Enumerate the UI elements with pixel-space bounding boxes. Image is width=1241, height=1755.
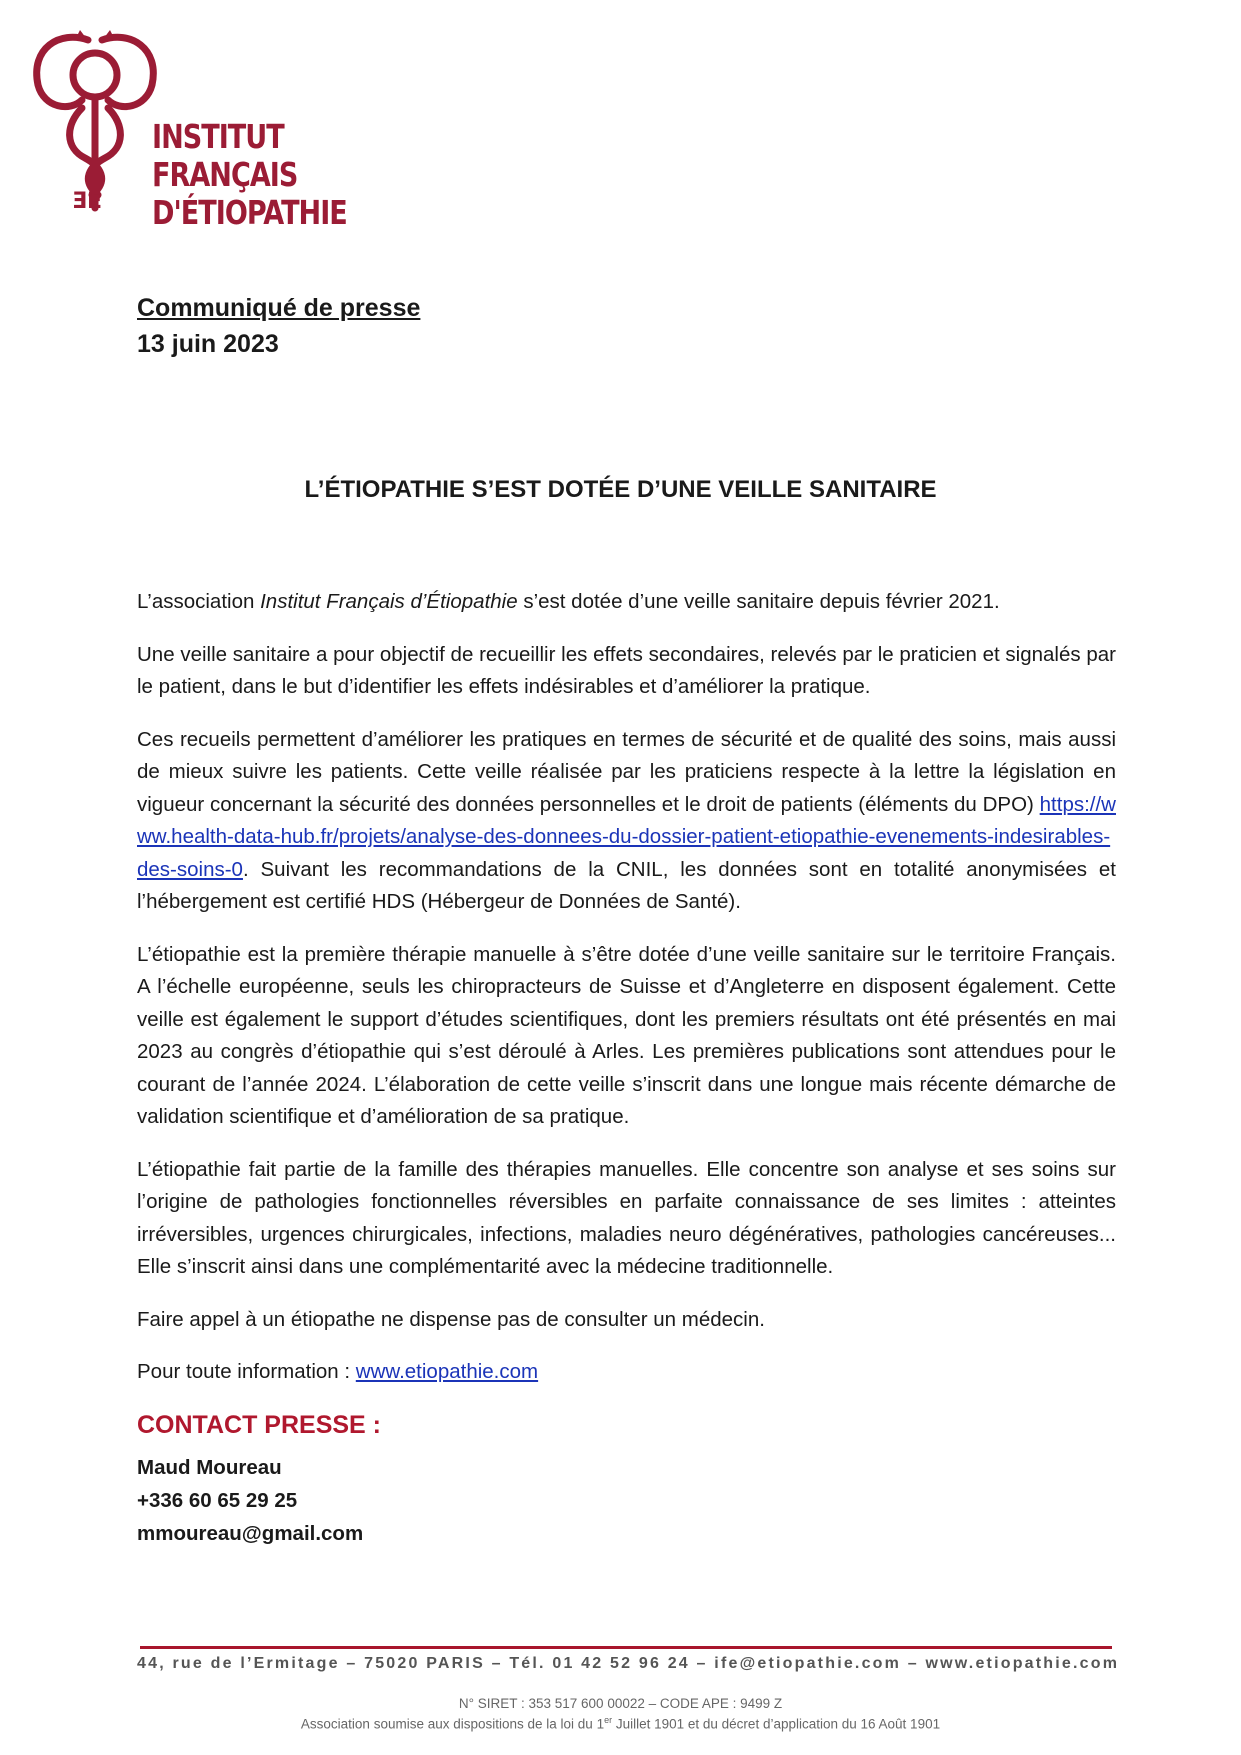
paragraph-2: Une veille sanitaire a pour objectif de recueillir les effets secondaires, relevés par le praticien et signalés par le patient, dans le but d’identifier les effets indésirables et d’améliorer la pratique. — [137, 642, 1116, 698]
paragraph-3-text-a: Ces recueils permettent d’améliorer les pratiques en termes de sécurité et de qualité des soins, mais aussi de mieux suivre les patients. Cette veille réalisée par les praticiens respecte à la lettre la législation en vigueur concernant la sécurité des données personnelles et le droit de patients (éléments du DPO) — [137, 727, 1116, 816]
paragraph-3-text-b: . Suivant les recommandations de la CNIL, les données sont en totalité anonymisées et l’hébergement est certifié HDS (Hébergeur de Données de Santé). — [137, 857, 1116, 913]
paragraph-3 — [137, 724, 1116, 919]
health-data-hub-link[interactable]: https://www.health-data-hub.fr/projets/analyse-des-donnees-du-dossier-patient-etiopathie-evenements-indesirables-des-soins-0 — [137, 792, 1116, 881]
footer-legal-sup: er — [604, 1715, 613, 1725]
logo-line-2: FRANÇAIS — [152, 155, 298, 194]
press-release-label: Communiqué de presse — [137, 294, 421, 322]
paragraph-1-text-a: L’association — [137, 590, 261, 613]
document-body — [137, 586, 1116, 1550]
paragraph-6: Faire appel à un étiopathe ne dispense pas de consulter un médecin. — [137, 1307, 765, 1331]
press-release-header — [137, 290, 420, 362]
svg-text:ƎE: ƎE — [72, 189, 103, 214]
footer-legal-text-b: Juillet 1901 et du décret d’application du 16 Août 1901 — [612, 1716, 941, 1732]
footer-siret: N° SIRET : 353 517 600 00022 – CODE APE : 9499 Z — [458, 1696, 783, 1711]
paragraph-1-text-b: s’est dotée d’une veille sanitaire depuis février 2021. — [517, 590, 1000, 613]
footer-address: 44, rue de l’Ermitage – 75020 PARIS – Tél. 01 42 52 96 24 – ife@etiopathie.com – www.etiopathie.com — [137, 1655, 1120, 1672]
document-title: L’ÉTIOPATHIE S’EST DOTÉE D’UNE VEILLE SANITAIRE — [304, 476, 937, 503]
paragraph-5: L’étiopathie fait partie de la famille des thérapies manuelles. Elle concentre son analyse et ses soins sur l’origine de pathologies fonctionnelles réversibles en parfaite connaissance de ses limites : atteintes irréversibles, urgences chirurgicales, infections, maladies neuro dégénératives, pathologies cancéreuses... Elle s’inscrit ainsi dans une complémentarité avec la médecine traditionnelle. — [137, 1157, 1116, 1278]
contact-name: Maud Moureau — [137, 1456, 282, 1479]
contact-email: mmoureau@gmail.com — [137, 1522, 364, 1545]
paragraph-7 — [137, 1356, 1116, 1389]
paragraph-4: L’étiopathie est la première thérapie manuelle à s’être dotée d’une veille sanitaire sur le territoire Français. A l’échelle européenne, seuls les chiropracteurs de Suisse et d’Angleterre en disposent également. Cette veille est également le support d’études scientifiques, dont les premiers résultats ont été présentés en mai 2023 au congrès d’étiopathie qui s’est déroulé à Arles. Les premières publications sont attendues pour le courant de l’année 2024. L’élaboration de cette veille s’inscrit dans une longue mais récente démarche de validation scientifique et d’amélioration de sa pratique. — [137, 942, 1116, 1128]
release-date: 13 juin 2023 — [137, 330, 279, 358]
contact-heading: CONTACT PRESSE : — [137, 1410, 381, 1439]
association-name: Institut Français d’Étiopathie — [260, 590, 518, 613]
contact-phone: +336 60 65 29 25 — [137, 1489, 298, 1512]
footer-legal — [0, 1695, 1241, 1733]
info-label: Pour toute information : — [137, 1360, 356, 1383]
footer-legal-text-a: Association soumise aux dispositions de la loi du 1 — [300, 1716, 605, 1732]
logo-line-1: INSTITUT — [152, 117, 284, 156]
paragraph-1 — [137, 586, 1116, 619]
website-link[interactable]: www.etiopathie.com — [355, 1360, 539, 1383]
footer-association-law — [0, 1712, 1241, 1733]
caduceus-icon — [30, 30, 160, 220]
logo-line-3: D'ÉTIOPATHIE — [152, 193, 347, 232]
institute-logo — [30, 30, 347, 232]
logo-wordmark — [152, 118, 347, 232]
footer-divider — [140, 1646, 1112, 1649]
